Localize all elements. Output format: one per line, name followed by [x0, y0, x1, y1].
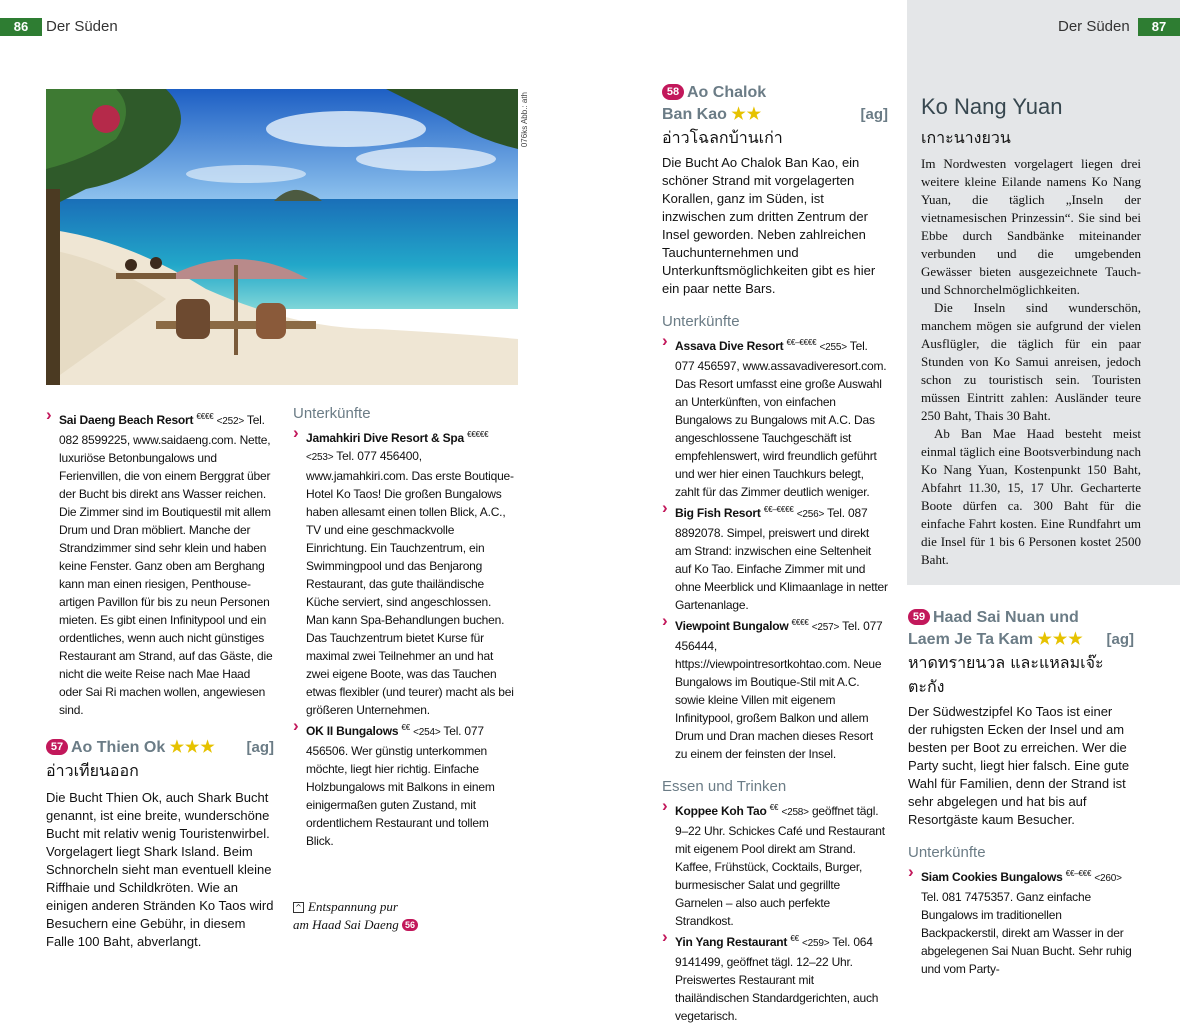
listing-name: Jamahkiri Dive Resort & Spa	[306, 431, 465, 445]
section-heading: Unterkünfte	[662, 313, 740, 330]
price-category: €€€€	[791, 618, 809, 627]
listing-number: <260>	[1094, 873, 1122, 884]
price-category: €€	[790, 934, 799, 943]
photo-caption	[293, 898, 493, 934]
listing-name: Koppee Koh Tao	[675, 804, 767, 818]
listing-number: <259>	[802, 938, 830, 949]
listing-entry	[293, 426, 515, 719]
sidebar-paragraph: Die Inseln sind wunderschön, manchem mögen sie aufgrund der vielen Ausflügler, die täglich für ein paar Stunden von Ko Samui anreisen, jedoch schon zu touristisch sein. Touristen müssen Eintritt zahlen: Ausländer teure 250 Baht, Thais 30 Baht.	[921, 300, 1141, 423]
photo-credit: 076ks Abb.: ath	[520, 92, 529, 148]
beach-title: Ao Chalok	[687, 84, 767, 101]
beach-thai-name: อ่าวโฉลกบ้านเก่า	[662, 128, 783, 147]
sidebar-text	[921, 155, 1141, 569]
beach-heading	[662, 82, 888, 126]
price-category: €€€€	[196, 412, 214, 421]
column-4	[908, 607, 1134, 978]
listing-text: Tel. 082 8599225, www.saidaeng.com. Nette, luxuriöse Betonbungalows und Ferienvillen, die von einem Berggrat über der Bucht bis direkt ans Wasser reichen. Die Zimmer sind im Boutiquestil mit allem Drum und Dran möbliert. Manche der Strandzimmer sind sehr klein und haben keine Fenster. Ganz oben am Berghang kann man einen riesigen, Penthouse-artigen Pavillon für bis zu neun Personen mieten. Es gibt einen Infinitypool und ein ordentliches, wenn auch nicht günstiges Restaurant am Strand, auf das Gäste, die nicht die weite Reise nach Mae Haad oder Sai Ri machen wollen, angewiesen sind.	[59, 413, 273, 717]
star-rating: ★★★	[169, 739, 216, 756]
listing-number: <255>	[819, 342, 847, 353]
beach-title: Haad Sai Nuan und	[933, 609, 1079, 626]
running-head-left: Der Süden	[46, 18, 118, 35]
beach-description: Die Bucht Ao Chalok Ban Kao, ein schöner Strand mit vorgelagerten Korallen, ganz im Süden, ist inzwischen zum dritten Zentrum der Insel geworden. Neben zahlreichen Tauchunternehmen und Unterkunftsmöglichkeiten gibt es hier ein paar nette Bars.	[662, 155, 876, 296]
price-category: €€€€€	[467, 430, 489, 439]
beach-thai-name: อ่าวเทียนออก	[46, 761, 139, 780]
beach-heading	[908, 607, 1134, 651]
listing-name: OK II Bungalows	[306, 724, 399, 738]
listing-text: Tel. 077 456400, www.jamahkiri.com. Das erste Boutique-Hotel Ko Taos! Die großen Bungalows haben allesamt einen tollen Blick, A.C., TV und eine geschmackvolle Einrichtung. Ein Tauchzentrum, ein Swimmingpool und das Benjarong Restaurant, das gute thailändische Küche serviert, sind angeschlossen. Man kann Spa-Behandlungen buchen. Das Tauchzentrum bietet Kurse für maximal zwei Teilnehmer an und hat zwei eigene Boote, was das Tauchen etwas flexibler (und teurer) macht als bei größeren Unternehmen.	[306, 449, 514, 717]
listing-number: <252>	[216, 416, 244, 427]
listing-name: Big Fish Resort	[675, 506, 761, 520]
listing-number: <256>	[796, 509, 825, 520]
price-category: €€	[401, 723, 410, 732]
listing-entry	[662, 614, 888, 763]
listing-number: <258>	[781, 807, 809, 818]
listing-number: <257>	[811, 622, 840, 633]
listing-text: Tel. 077 456444, https://viewpointresortkohtao.com. Neue Bungalows im Boutique-Stil mit A.C. sowie kleine Villen mit eigenem Infinitypool, großem Balkon und allem Drum und Dran machen dieses Resort zu einem der feinsten der Insel.	[675, 619, 883, 761]
listing-entry	[662, 501, 888, 614]
listing-number: <254>	[413, 727, 441, 738]
listing-entry	[46, 408, 274, 719]
listing-name: Yin Yang Restaurant	[675, 935, 788, 949]
beach-description: Die Bucht Thien Ok, auch Shark Bucht genannt, ist eine breite, wunderschöne Bucht mit relativ wenig Touristenwirbel. Vorgelagert liegt Shark Island. Beim Schnorcheln sieht man eventuell kleine Riffhaie und Schildkröten. Wie an einigen anderen Stränden Ko Taos wird Besuchern eine Gebühr, in diesem Falle 100 Baht, abverlangt.	[46, 790, 274, 949]
listing-number: <253>	[306, 452, 334, 463]
beach-title-line-2: Ban Kao	[662, 106, 727, 123]
price-category: €€–€€€€	[786, 338, 817, 347]
caption-badge: 56	[402, 919, 418, 931]
listing-text: Tel. 077 456597, www.assavadiveresort.com. Das Resort umfasst eine große Auswahl an Unterkünften, von einfachen Bungalows zu Bungalows mit A.C. Das angeschlossene Tauchgeschäft ist empfehlenswert, wird freundlich geführt und wer hier einen Tauchkurs belegt, zahlt für das Zimmer deutlich weniger.	[675, 339, 887, 499]
section-heading: Unterkünfte	[908, 844, 986, 861]
beach-number-badge: 59	[908, 609, 930, 625]
listing-entry	[662, 334, 888, 501]
map-reference: [ag]	[1106, 631, 1134, 648]
listing-entry	[662, 799, 888, 930]
map-reference: [ag]	[246, 739, 274, 756]
star-rating: ★★★	[1037, 631, 1084, 648]
listing-text: Tel. 087 8892078. Simpel, preiswert und direkt am Strand: inzwischen eine Seltenheit auf Ko Tao. Einfache Zimmer mit und ohne Meerblick und Klimaanlage in netter Gartenanlage.	[675, 506, 888, 612]
listing-name: Assava Dive Resort	[675, 339, 784, 353]
caption-line-1: Entspannung pur	[308, 899, 398, 914]
beach-photo	[46, 89, 518, 385]
photo-icon: ^	[293, 902, 304, 913]
caption-line-2: am Haad Sai Daeng	[293, 917, 399, 932]
beach-description: Der Südwestzipfel Ko Taos ist einer der ruhigsten Ecken der Insel und am besten per Boot zu erreichen. Wer die Party sucht, liegt hier falsch. Eine gute Wahl für Familien, denn der Strand ist sehr abgelegen und hat bis auf Resortgäste kaum Besucher.	[908, 704, 1130, 827]
beach-title-line-2: Laem Je Ta Kam	[908, 631, 1034, 648]
column-3	[662, 82, 888, 1025]
beach-number-badge: 58	[662, 84, 684, 100]
listing-text: Tel. 064 9141499, geöffnet tägl. 12–22 Uhr. Preiswertes Restaurant mit thailändischen Standardgerichten, auch vegetarisch.	[675, 935, 879, 1023]
sidebar-thai-name: เกาะนางยวน	[921, 128, 1011, 147]
map-reference: [ag]	[860, 106, 888, 123]
listing-entry	[293, 719, 515, 850]
listing-name: Sai Daeng Beach Resort	[59, 413, 194, 427]
sidebar-title: Ko Nang Yuan	[921, 94, 1063, 119]
beach-heading	[46, 737, 274, 759]
listing-name: Siam Cookies Bungalows	[921, 870, 1063, 884]
section-heading: Unterkünfte	[293, 405, 371, 422]
column-2	[293, 404, 515, 850]
beach-number-badge: 57	[46, 739, 68, 755]
listing-entry	[662, 930, 888, 1025]
listing-entry	[908, 865, 1134, 978]
price-category: €€–€€€€	[763, 505, 794, 514]
sidebar-paragraph: Ab Ban Mae Haad besteht meist einmal täglich eine Bootsverbindung nach Ko Nang Yuan, Kostenpunkt 150 Baht, Abfahrt 11.30, 15, 17 Uhr. Gecharterte Boote dürfen ca. 300 Baht für die einfache Fahrt kosten. Eine Rundfahrt um die Insel für 1 bis 6 Personen kostet 2500 Baht.	[921, 426, 1141, 567]
beach-thai-name: หาดทรายนวล และแหลมเจ๊ะตะกัง	[908, 653, 1104, 696]
page-number-right: 87	[1138, 18, 1180, 36]
page-number-left: 86	[0, 18, 42, 36]
listing-text: Tel. 081 7475357. Ganz einfache Bungalows im traditionellen Backpackerstil, direkt am Wasser in der abgelegenen Sai Nuan Bucht. Sehr ruhig und vom Party-	[921, 890, 1132, 976]
section-heading: Essen und Trinken	[662, 778, 787, 795]
running-head-right: Der Süden	[1058, 18, 1130, 35]
listing-text: Tel. 077 456506. Wer günstig unterkommen möchte, liegt hier richtig. Einfache Holzbungalows mit Balkons in einem einigermaßen guten Zustand, mit ordentlichem Restaurant und tollem Blick.	[306, 724, 495, 848]
sidebar-paragraph: Im Nordwesten vorgelagert liegen drei weitere kleine Eilande namens Ko Nang Yuan, die täglich „Inseln der vietnamesischen Prinzessin“. Sie sind bei Ebbe durch Sandbänke miteinander verbunden und die umgebenden Gewässer bieten ausgezeichnete Tauch- und Schnorchelmöglichkeiten.	[921, 156, 1141, 297]
listing-text: geöffnet tägl. 9–22 Uhr. Schickes Café und Restaurant mit eigenem Pool direkt am Strand. Kaffee, Frühstück, Cocktails, Burger, burmesischer Salat und gegrillte Garnelen – also auch perfekte Strandkost.	[675, 804, 885, 928]
star-rating: ★★	[731, 106, 763, 123]
beach-title: Ao Thien Ok	[71, 739, 166, 756]
listing-name: Viewpoint Bungalow	[675, 619, 789, 633]
column-1	[46, 408, 274, 951]
price-category: €€–€€€	[1065, 869, 1092, 878]
price-category: €€	[769, 803, 779, 812]
